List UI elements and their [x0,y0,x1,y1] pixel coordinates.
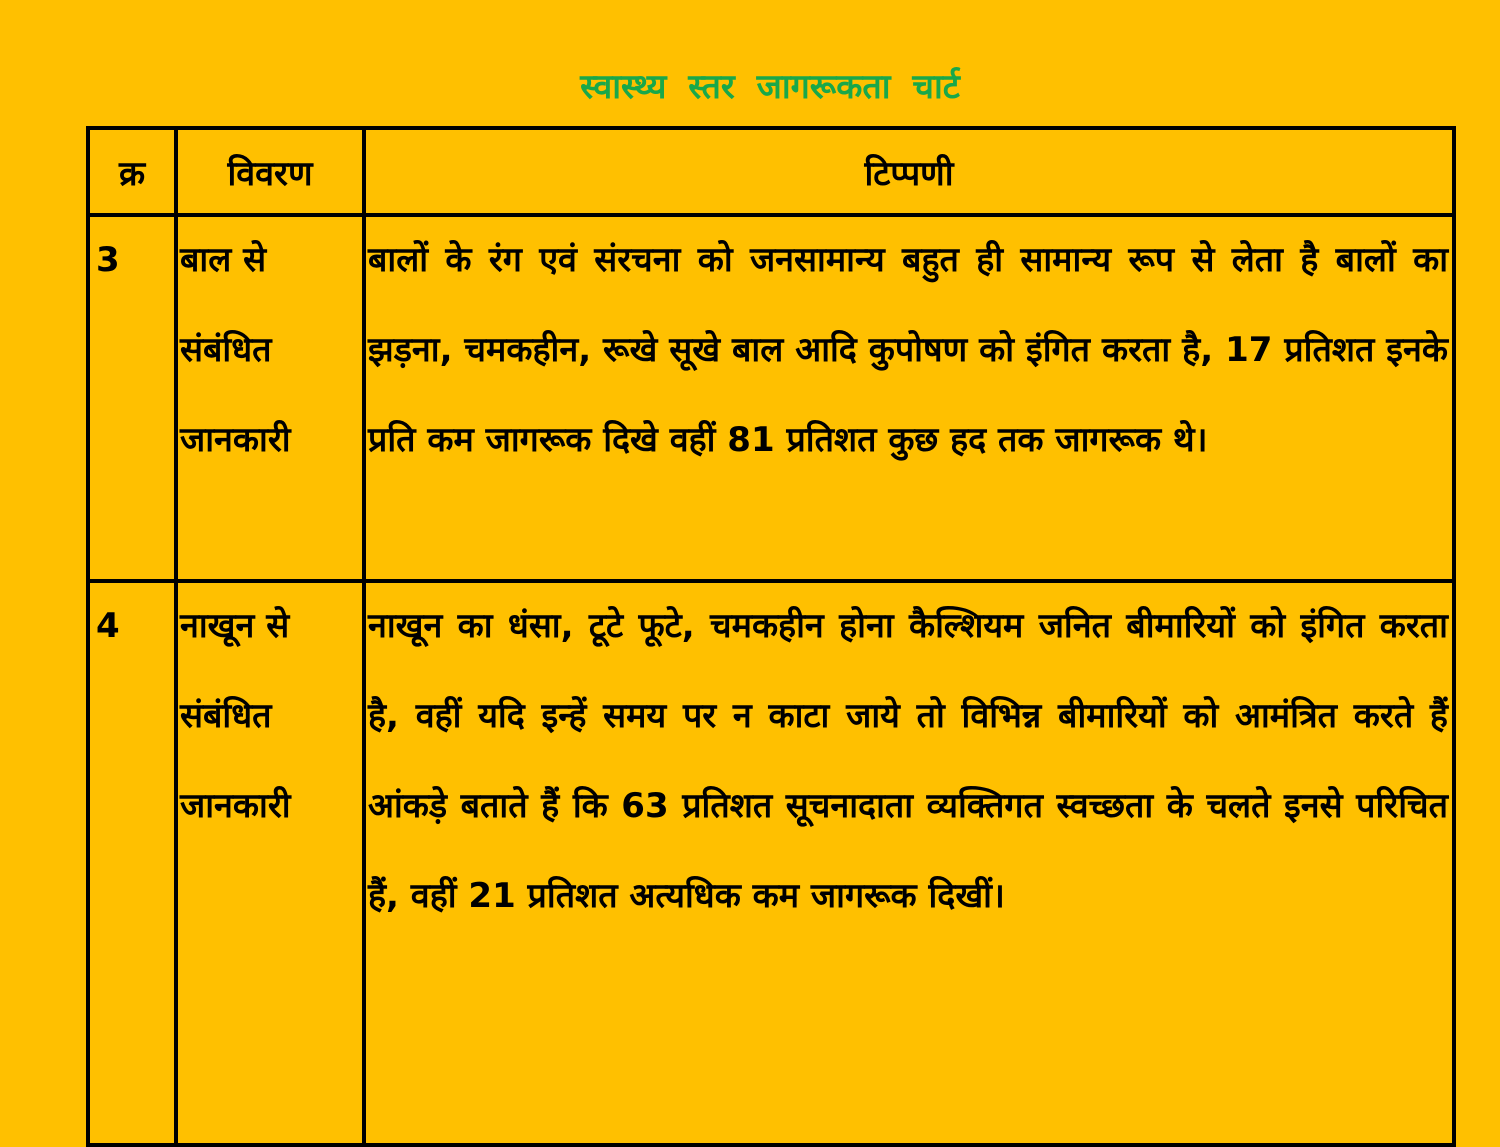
row-description-cell [176,215,364,581]
row-number: 3 [96,240,120,280]
table-row [88,581,1454,1145]
row-number-cell [88,215,176,581]
row-remarks-cell [364,215,1454,581]
header-number: क्र [88,128,176,215]
header-description: विवरण [176,128,364,215]
header-remarks: टिप्पणी [364,128,1454,215]
row-description: नाखून से संबंधित जानकारी [180,606,291,826]
table-row [88,215,1454,581]
chart-title: स्वास्थ्य स्तर जागरूकता चार्ट [580,67,960,107]
row-description: बाल से संबंधित जानकारी [180,240,291,460]
row-number: 4 [96,606,120,646]
row-number-cell [88,581,176,1145]
row-remarks: नाखून का धंसा, टूटे फूटे, चमकहीन होना कैल्शियम जनित बीमारियों को इंगित करता है, वहीं यदि इन्हें समय पर न काटा जाये तो विभिन्न बीमारियों को आमंत्रित करते हैं आंकड़े बताते हैं कि 63 प्रतिशत सूचनादाता व्यक्तिगत स्वच्छता के चलते इनसे परिचित हैं, वहीं 21 प्रतिशत अत्यधिक कम जागरूक दिखीं। [368,606,1448,916]
table-header-row [88,128,1454,215]
awareness-table [86,126,1456,1147]
row-description-cell [176,581,364,1145]
row-remarks: बालों के रंग एवं संरचना को जनसामान्य बहुत ही सामान्य रूप से लेता है बालों का झड़ना, चमकहीन, रूखे सूखे बाल आदि कुपोषण को इंगित करता है, 17 प्रतिशत इनके प्रति कम जागरूक दिखे वहीं 81 प्रतिशत कुछ हद तक जागरूक थे। [368,240,1448,460]
row-remarks-cell [364,581,1454,1145]
